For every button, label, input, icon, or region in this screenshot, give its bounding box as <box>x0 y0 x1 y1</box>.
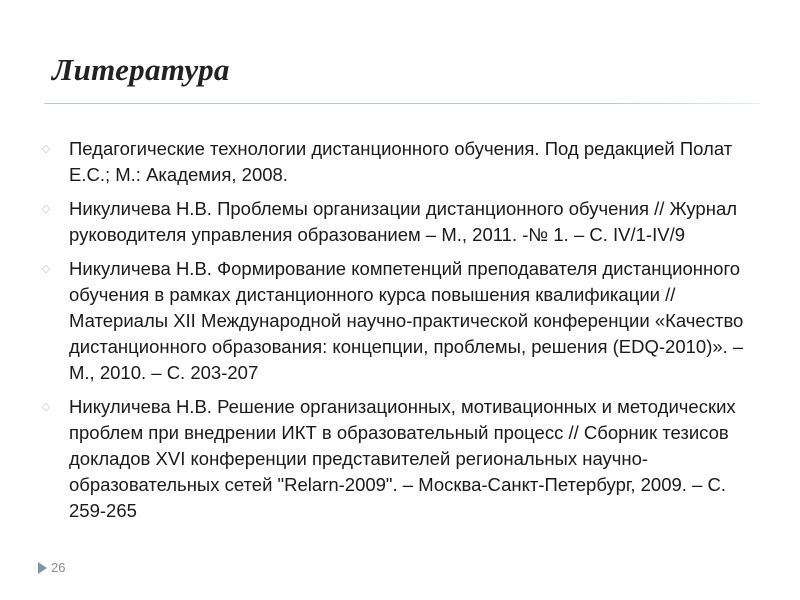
reference-item <box>38 256 762 386</box>
reference-text: Никуличева Н.В. Решение организационных, мотивационных и методических проблем при внедрении ИКТ в образовательный процесс // Сборник тезисов докладов XVI конференции представителей региональных научно-образовательных сетей "Relarn-2009". – Москва-Санкт-Петербург, 2009. – С. 259-265 <box>69 396 736 521</box>
diamond-outline-icon: ◇ <box>41 143 51 155</box>
diamond-outline-icon: ◇ <box>41 401 51 413</box>
triangle-arrow-icon <box>38 562 47 574</box>
diamond-outline-icon: ◇ <box>41 263 51 275</box>
reference-item <box>38 196 762 248</box>
slide-footer <box>38 560 65 575</box>
page-number: 26 <box>51 560 66 575</box>
title-divider <box>44 103 760 104</box>
slide-title: Литература <box>52 52 230 87</box>
reference-list <box>38 136 762 532</box>
reference-text: Никуличева Н.В. Проблемы организации дистанционного обучения // Журнал руководителя управления образованием – М., 2011. -№ 1. – С. IV/1-IV/9 <box>69 198 738 245</box>
reference-text: Никуличева Н.В. Формирование компетенций преподавателя дистанционного обучения в рамках дистанционного курса повышения квалификации // Материалы XII Международной научно-практической конференции «Качество дистанционного образования: концепции, проблемы, решения (EDQ-2010)». – М., 2010. – С. 203-207 <box>69 258 744 383</box>
reference-item <box>38 136 762 188</box>
diamond-outline-icon: ◇ <box>41 203 51 215</box>
reference-item <box>38 394 762 524</box>
reference-text: Педагогические технологии дистанционного обучения. Под редакцией Полат Е.С.; М.: Академия, 2008. <box>69 138 733 185</box>
